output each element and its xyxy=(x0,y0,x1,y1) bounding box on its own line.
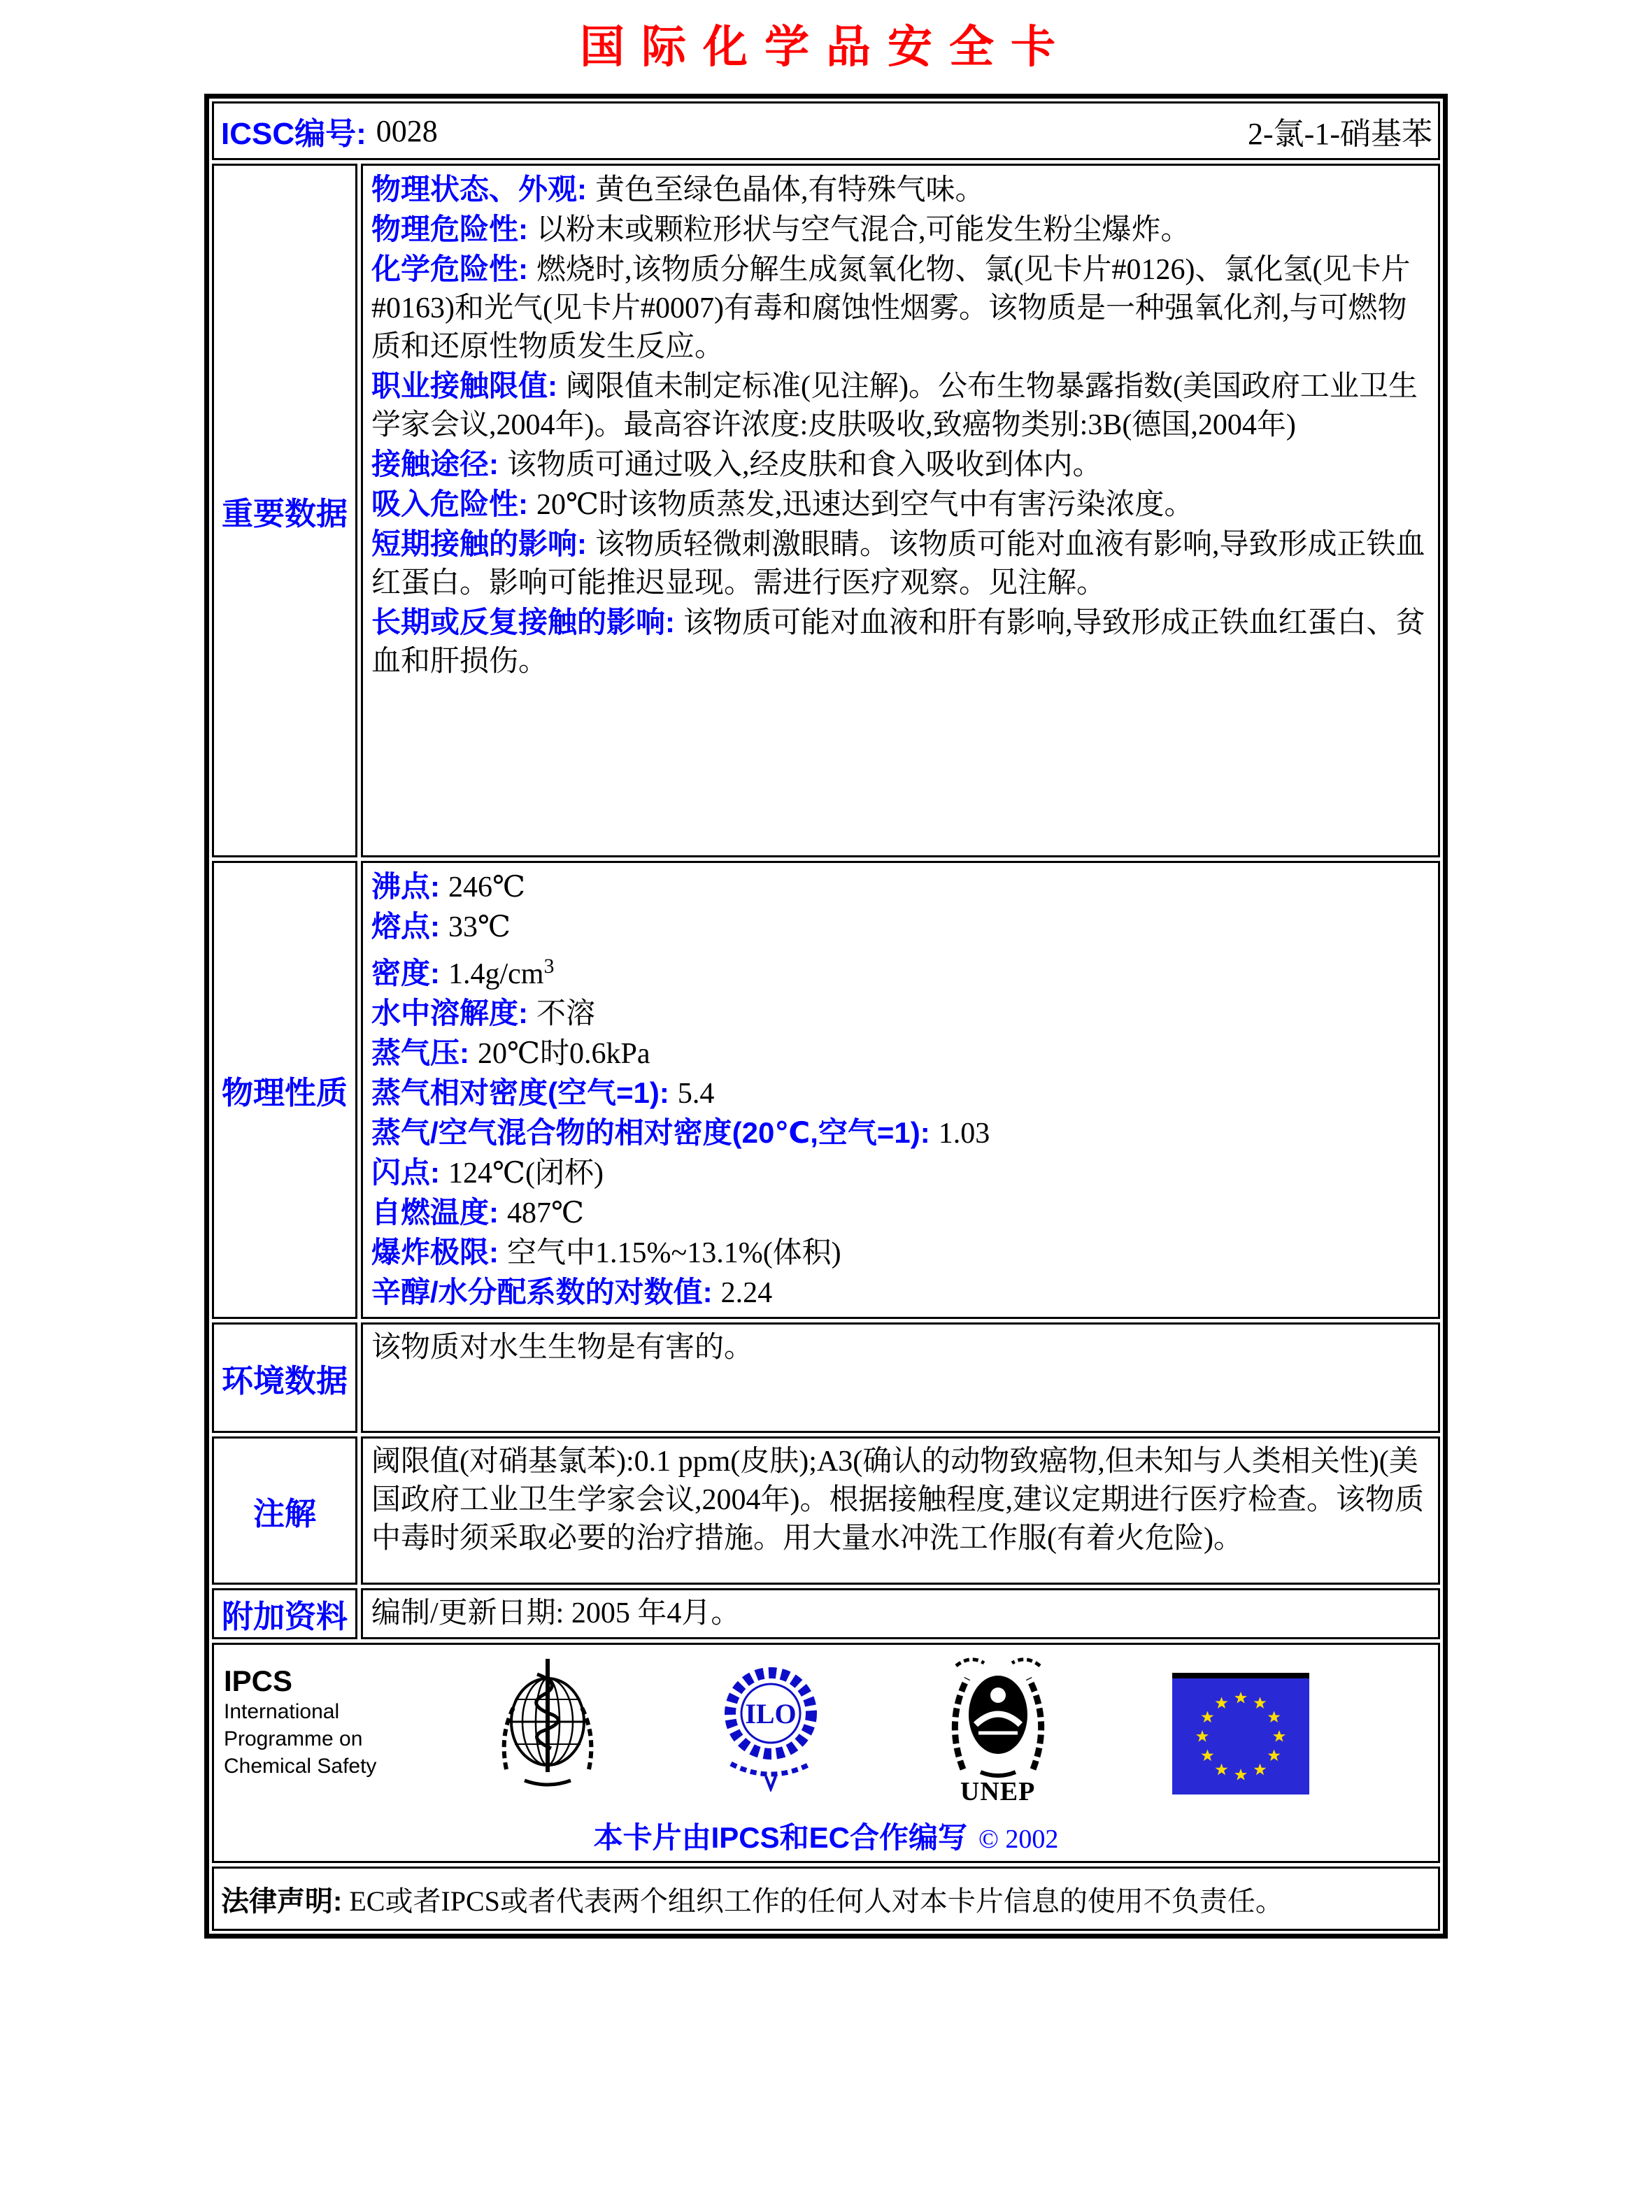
field-row xyxy=(371,947,1430,994)
field-row xyxy=(371,1233,1430,1273)
ilo-logo xyxy=(718,1652,823,1795)
field-label: 辛醇/水分配系数的对数值: xyxy=(371,1276,713,1308)
section-label-physical: 物理性质 xyxy=(212,861,357,1319)
notes-text: 阈限值(对硝基氯苯):0.1 ppm(皮肤);A3(确认的动物致癌物,但未知与人类相关性)(美国政府工业卫生学家会议,2004年)。根据接触程度,建议定期进行医疗检查。该物质中毒时须采取必要的治疗措施。用大量水冲洗工作服(有着火危险)。 xyxy=(371,1446,1424,1555)
legal-label: 法律声明: xyxy=(221,1885,343,1917)
field-label: 闪点: xyxy=(371,1156,440,1189)
field-value: 该物质轻微刺激眼睛。该物质可能对血液有影响,导致形成正铁血红蛋白。影响可能推迟显现。需进行医疗观察。见注解。 xyxy=(371,529,1425,599)
important-data-content xyxy=(361,164,1440,857)
field-row xyxy=(371,1193,1430,1233)
icsc-number-value: 0028 xyxy=(376,113,438,148)
ipcs-subtitle-line2: Programme on xyxy=(224,1727,363,1750)
field-row xyxy=(371,170,1430,210)
field-row xyxy=(371,1594,740,1633)
physical-properties-content xyxy=(361,861,1440,1319)
section-label-notes: 注解 xyxy=(212,1436,357,1585)
field-label: 物理危险性: xyxy=(371,213,528,245)
density-superscript: 3 xyxy=(543,955,555,978)
field-row xyxy=(371,1153,1430,1193)
who-logo xyxy=(495,1652,600,1795)
field-label: 熔点: xyxy=(371,910,440,943)
copyright-text: © 2002 xyxy=(978,1825,1059,1854)
field-value: 124℃(闭杯) xyxy=(448,1157,604,1190)
environment-text: 该物质对水生生物是有害的。 xyxy=(371,1332,754,1364)
ipcs-subtitle-line1: International xyxy=(224,1700,340,1723)
field-label: 化学危险性: xyxy=(371,252,528,285)
field-label: 水中溶解度: xyxy=(371,997,528,1029)
field-value: 空气中1.15%~13.1%(体积) xyxy=(507,1237,841,1269)
additional-info-row xyxy=(212,1588,1440,1639)
field-row xyxy=(371,445,1430,485)
logos-strip xyxy=(224,1652,1428,1805)
field-row xyxy=(371,867,1430,907)
logos-cell xyxy=(212,1643,1440,1863)
icsc-number-label: ICSC编号: xyxy=(221,117,366,151)
legal-text: EC或者IPCS或者代表两个组织工作的任何人对本卡片信息的使用不负责任。 xyxy=(349,1885,1283,1917)
page-title: 国际化学品安全卡 xyxy=(580,22,1072,72)
field-row xyxy=(371,366,1430,445)
field-row xyxy=(371,603,1430,681)
update-date-label: 编制/更新日期: xyxy=(371,1597,564,1629)
field-row xyxy=(371,485,1430,525)
ipcs-subtitle-line3: Chemical Safety xyxy=(224,1755,377,1778)
header-row xyxy=(212,101,1440,160)
unep-logo xyxy=(942,1652,1054,1805)
field-row xyxy=(371,525,1430,603)
field-row xyxy=(371,1273,1430,1313)
cooperation-caption xyxy=(224,1815,1428,1857)
field-value: 246℃ xyxy=(448,871,525,904)
field-value: 该物质可通过吸入,经皮肤和食入吸收到体内。 xyxy=(507,449,1102,481)
field-value: 33℃ xyxy=(448,911,511,943)
field-value: 1.4g/cm xyxy=(448,958,544,990)
notes-row xyxy=(212,1436,1440,1585)
field-label: 吸入危险性: xyxy=(371,487,528,520)
field-row xyxy=(371,1113,1430,1153)
icsc-card-table xyxy=(204,94,1448,1939)
field-value: 该物质可能对血液和肝有影响,导致形成正铁血红蛋白、贫血和肝损伤。 xyxy=(371,607,1425,678)
field-row xyxy=(371,994,1430,1034)
unep-logo-text: UNEP xyxy=(960,1777,1036,1806)
field-row xyxy=(371,250,1430,366)
section-label-additional: 附加资料 xyxy=(212,1588,357,1639)
field-label: 沸点: xyxy=(371,870,440,903)
field-value: 487℃ xyxy=(507,1197,584,1229)
caption-text: 本卡片由IPCS和EC合作编写 xyxy=(593,1821,967,1854)
field-value: 不溶 xyxy=(536,998,596,1030)
field-value: 20℃时0.6kPa xyxy=(478,1038,650,1070)
field-label: 蒸气压: xyxy=(371,1036,469,1069)
field-label: 物理状态、外观: xyxy=(371,173,587,206)
update-date-value: 2005 年4月。 xyxy=(571,1597,741,1629)
environmental-data-row xyxy=(212,1322,1440,1433)
ilo-logo-text: ILO xyxy=(745,1698,797,1729)
eu-flag xyxy=(1172,1652,1309,1801)
important-data-row xyxy=(212,164,1440,857)
notes-content xyxy=(361,1436,1440,1585)
field-value: 5.4 xyxy=(677,1078,715,1110)
chemical-name: 2-氯-1-硝基苯 xyxy=(1248,117,1432,151)
field-row xyxy=(371,907,1430,947)
ipcs-text-block xyxy=(224,1652,376,1780)
field-value: 2.24 xyxy=(720,1277,773,1309)
field-label: 短期接触的影响: xyxy=(371,527,587,560)
field-label: 长期或反复接触的影响: xyxy=(371,606,675,638)
field-label: 自燃温度: xyxy=(371,1196,499,1229)
section-label-environment: 环境数据 xyxy=(212,1322,357,1433)
field-row xyxy=(371,210,1430,250)
field-label: 爆炸极限: xyxy=(371,1236,499,1269)
ipcs-acronym: IPCS xyxy=(224,1664,293,1697)
field-value: 20℃时该物质蒸发,迅速达到空气中有害污染浓度。 xyxy=(536,489,1194,521)
field-label: 职业接触限值: xyxy=(371,369,557,402)
field-value: 燃烧时,该物质分解生成氮氧化物、氯(见卡片#0126)、氯化氢(见卡片#0163)和光气(见卡片#0007)有毒和腐蚀性烟雾。该物质是一种强氧化剂,与可燃物质和还原性物质发生反应。 xyxy=(371,254,1411,363)
field-row xyxy=(371,1073,1430,1113)
legal-row xyxy=(212,1867,1440,1931)
field-label: 蒸气/空气混合物的相对密度(20℃,空气=1): xyxy=(371,1116,930,1149)
additional-info-content xyxy=(361,1588,1440,1639)
field-label: 接触途径: xyxy=(371,448,499,480)
field-label: 蒸气相对密度(空气=1): xyxy=(371,1076,669,1109)
field-row xyxy=(371,1034,1430,1073)
logos-row xyxy=(212,1643,1440,1863)
field-value: 以粉末或颗粒形状与空气混合,可能发生粉尘爆炸。 xyxy=(536,214,1190,246)
field-value: 1.03 xyxy=(938,1118,990,1150)
field-label: 密度: xyxy=(371,957,440,990)
field-value: 阈限值未制定标准(见注解)。公布生物暴露指数(美国政府工业卫生学家会议,2004年)。最高容许浓度:皮肤吸收,致癌物类别:3B(德国,2004年) xyxy=(371,371,1418,441)
section-label-important: 重要数据 xyxy=(212,164,357,857)
header-cell xyxy=(212,101,1440,160)
field-value: 黄色至绿色晶体,有特殊气味。 xyxy=(595,174,985,206)
environmental-data-content xyxy=(361,1322,1440,1433)
legal-cell xyxy=(212,1867,1440,1931)
physical-properties-row xyxy=(212,861,1440,1319)
